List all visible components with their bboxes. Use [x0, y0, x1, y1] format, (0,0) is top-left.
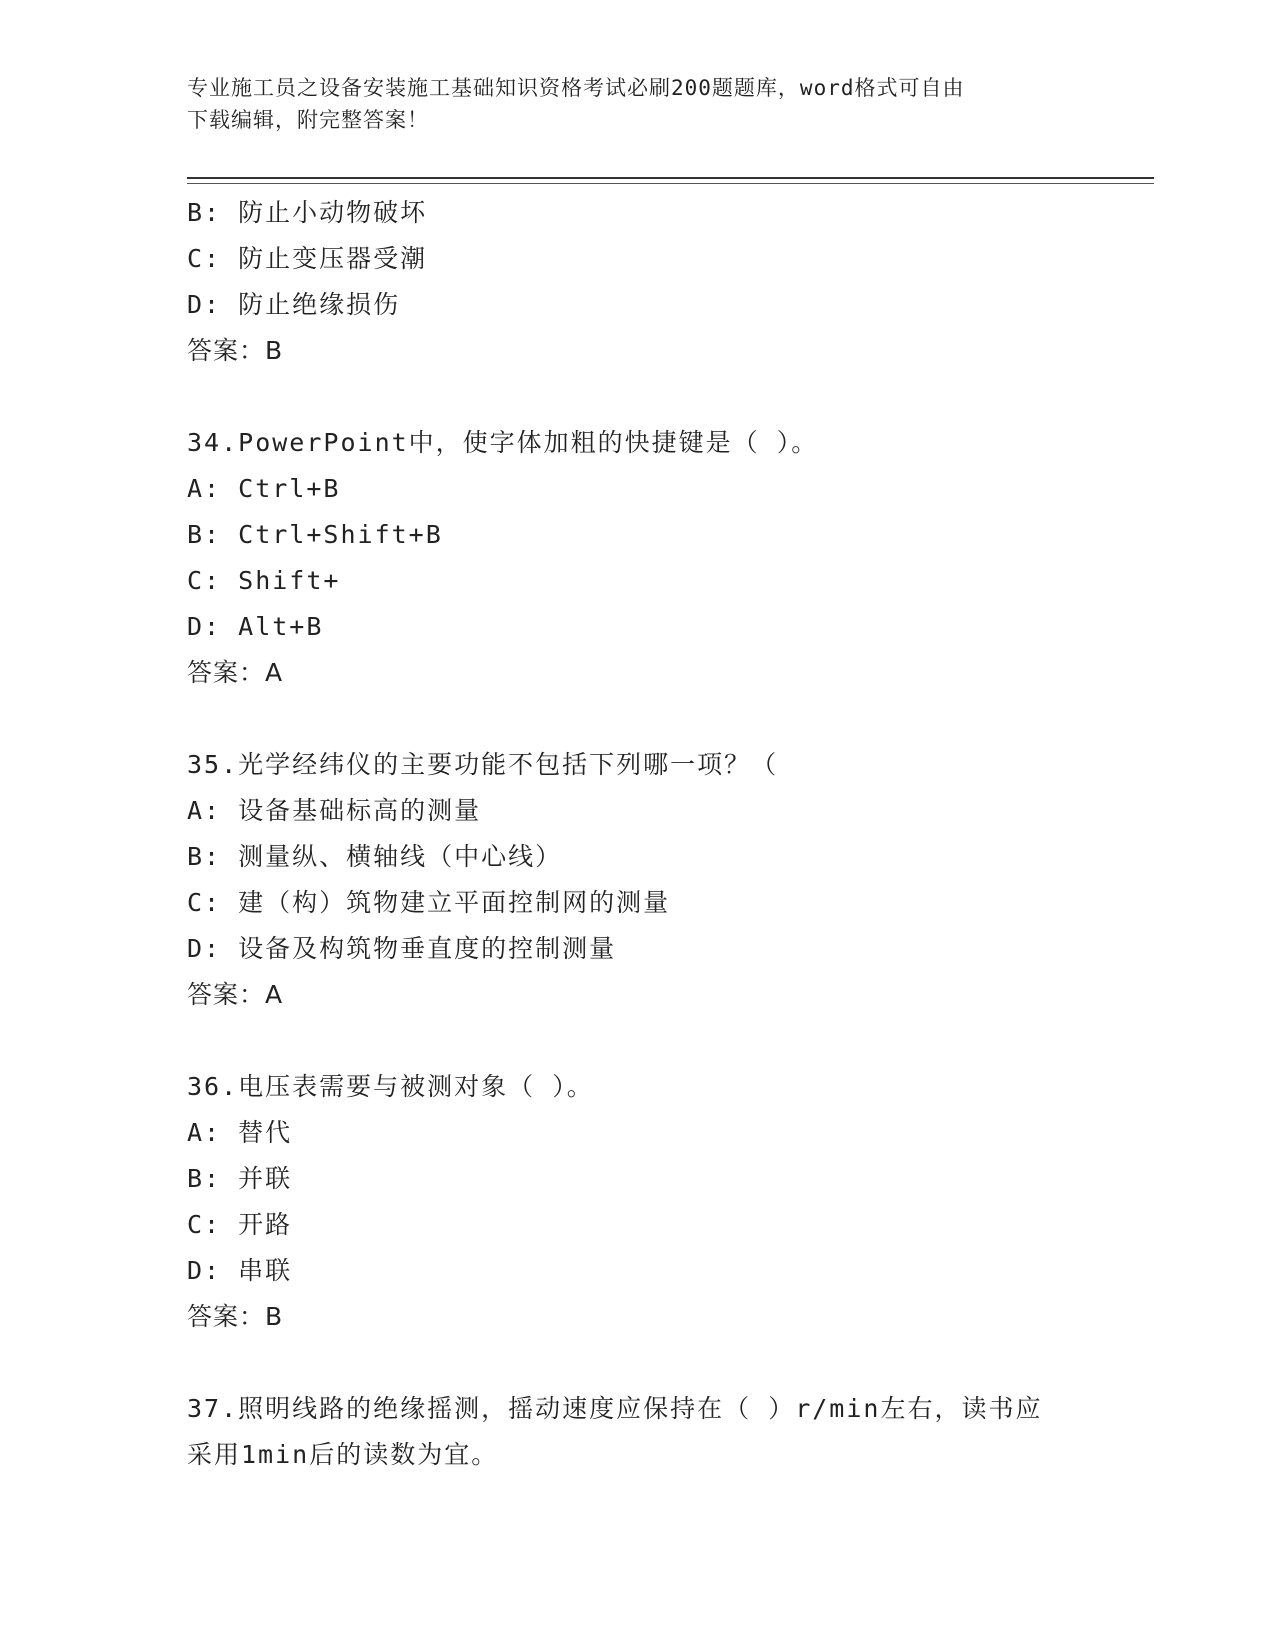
option-d: D: 设备及构筑物垂直度的控制测量: [187, 934, 617, 963]
answer: 答案：B: [187, 336, 284, 365]
header-line-2: 下载编辑，附完整答案！: [187, 108, 429, 132]
option-d: D: Alt+B: [187, 612, 324, 641]
option-c: C: 防止变压器受潮: [187, 244, 428, 273]
question-stem: 36.电压表需要与被测对象（ ）。: [187, 1072, 594, 1101]
question-34: [187, 420, 1147, 696]
question-36: [187, 1064, 1147, 1340]
option-b: B: 并联: [187, 1164, 293, 1193]
option-b: B: 测量纵、横轴线（中心线）: [187, 842, 563, 871]
question-33-continued: [187, 190, 1147, 374]
question-35: [187, 742, 1147, 1018]
header-rule-thick: [187, 177, 1154, 179]
header-line-1: 专业施工员之设备安装施工基础知识资格考试必刷200题题库，word格式可自由: [187, 76, 965, 100]
answer: 答案：B: [187, 1302, 284, 1331]
option-c: C: Shift+: [187, 566, 341, 595]
option-b: B: Ctrl+Shift+B: [187, 520, 443, 549]
option-c: C: 建（构）筑物建立平面控制网的测量: [187, 888, 671, 917]
document-header: [187, 72, 1087, 136]
answer: 答案：A: [187, 980, 284, 1009]
question-stem: 35.光学经纬仪的主要功能不包括下列哪一项？（: [187, 750, 779, 779]
question-stem: 34.PowerPoint中，使字体加粗的快捷键是（ ）。: [187, 428, 819, 457]
option-c: C: 开路: [187, 1210, 293, 1239]
answer: 答案：A: [187, 658, 284, 687]
option-b: B: 防止小动物破坏: [187, 198, 428, 227]
question-stem-line-1: 37.照明线路的绝缘摇测，摇动速度应保持在（ ）r/min左右，读书应: [187, 1394, 1043, 1423]
option-a: A: 设备基础标高的测量: [187, 796, 482, 825]
question-list: [187, 190, 1147, 1478]
option-a: A: Ctrl+B: [187, 474, 341, 503]
header-rule-thin: [187, 183, 1154, 184]
option-a: A: 替代: [187, 1118, 293, 1147]
option-d: D: 串联: [187, 1256, 293, 1285]
option-d: D: 防止绝缘损伤: [187, 290, 401, 319]
question-stem-line-2: 采用1min后的读数为宜。: [187, 1440, 499, 1469]
question-37: [187, 1386, 1147, 1478]
